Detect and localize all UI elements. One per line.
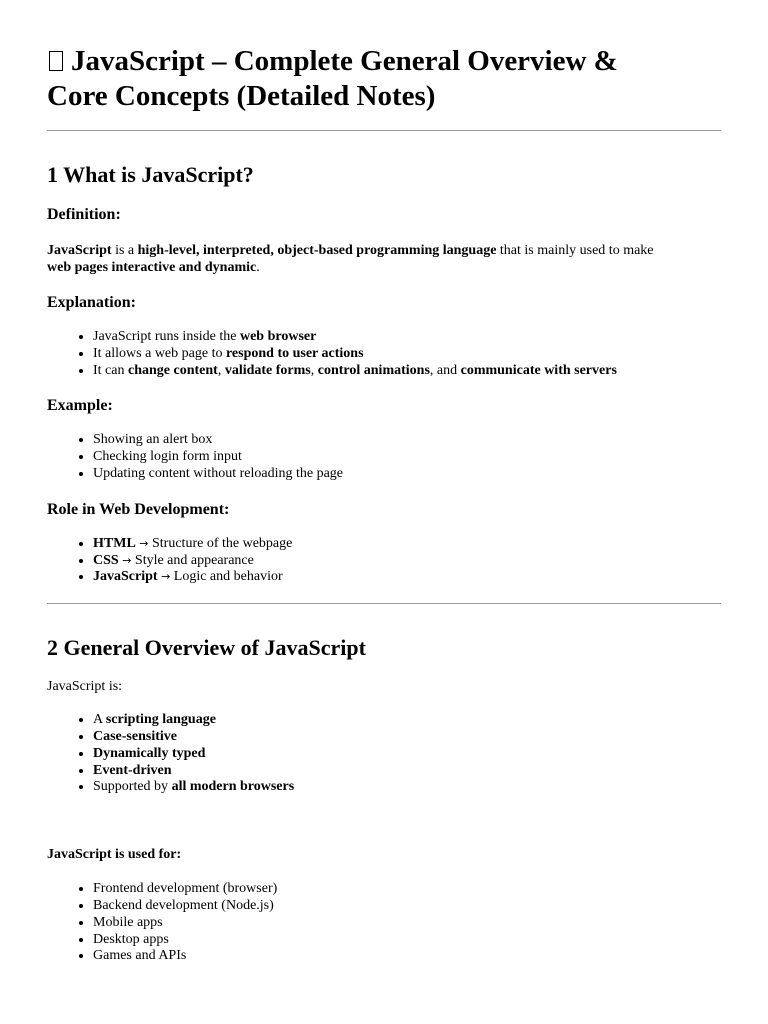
- list-item: • Desktop apps: [93, 932, 721, 949]
- example-list: [47, 432, 721, 482]
- section-heading-overview: 2 General Overview of JavaScript: [47, 635, 366, 661]
- list-item: • CSS → Style and appearance: [93, 553, 721, 570]
- list-item: • Supported by all modern browsers: [93, 779, 721, 796]
- explanation-list: [47, 329, 721, 379]
- list-item: • JavaScript → Logic and behavior: [93, 569, 721, 586]
- definition-heading: Definition:: [47, 206, 121, 223]
- section-heading-what-is-js: 1 What is JavaScript?: [47, 162, 254, 187]
- list-item: • JavaScript runs inside the web browser: [93, 329, 721, 346]
- list-item: • It allows a web page to respond to user actions: [93, 346, 721, 363]
- page-title: JavaScript – Complete General Overview & Core Concepts (Detailed Notes): [47, 45, 618, 112]
- used-for-list: [47, 881, 721, 965]
- missing-glyph-icon: [49, 51, 63, 71]
- arrow-right-icon: →: [139, 536, 149, 550]
- explanation-heading: Explanation:: [47, 294, 136, 311]
- list-item: • HTML → Structure of the webpage: [93, 536, 721, 553]
- list-item: • Games and APIs: [93, 948, 721, 965]
- arrow-right-icon: →: [122, 553, 132, 567]
- traits-list: [47, 712, 721, 796]
- list-item: • It can change content, validate forms, control animations, and communicate with servers: [93, 363, 721, 380]
- list-item: • Updating content without reloading the page: [93, 466, 721, 483]
- list-item: • Dynamically typed: [93, 746, 721, 763]
- list-item: • Backend development (Node.js): [93, 898, 721, 915]
- divider: [47, 130, 721, 131]
- role-list: [47, 536, 721, 586]
- list-item: • Event-driven: [93, 763, 721, 780]
- list-item: • Frontend development (browser): [93, 881, 721, 898]
- used-for-heading: JavaScript is used for:: [47, 847, 182, 863]
- divider: [47, 603, 721, 604]
- list-item: • Case-sensitive: [93, 729, 721, 746]
- arrow-right-icon: →: [161, 570, 171, 584]
- role-heading: Role in Web Development:: [47, 500, 230, 518]
- list-item: • Mobile apps: [93, 915, 721, 932]
- example-heading: Example:: [47, 397, 113, 415]
- definition-paragraph: JavaScript is a high-level, interpreted, object-based programming language that is mainly used to make web pages interactive and dynamic.: [47, 243, 654, 275]
- intro-paragraph: JavaScript is:: [47, 679, 123, 695]
- list-item: • Showing an alert box: [93, 432, 721, 449]
- list-item: • A scripting language: [93, 712, 721, 729]
- list-item: • Checking login form input: [93, 449, 721, 466]
